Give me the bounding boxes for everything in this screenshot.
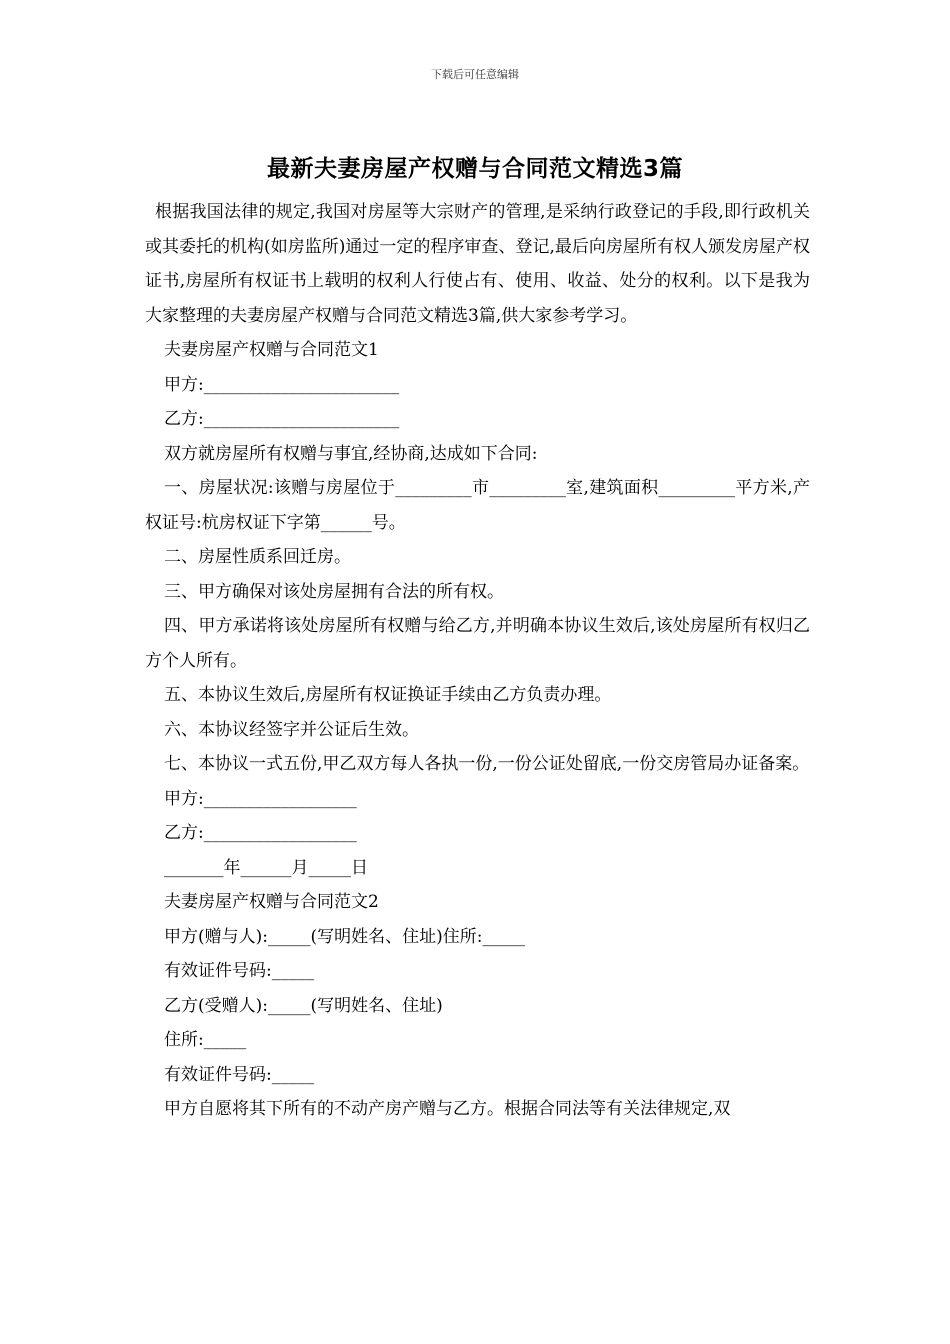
donor-line: 甲方(赠与人):_____(写明姓名、住址)住所:_____ xyxy=(164,926,525,947)
gift-statement: 甲方自愿将其下所有的不动产房产赠与乙方。根据合同法等有关法律规定,双 xyxy=(164,1099,731,1119)
intro-paragraph: 根据我国法律的规定,我国对房屋等大宗财产的管理,是采纳行政登记的手段,即行政机关或其委托的机构(如房监所)通过一定的程序审查、登记,最后向房屋所有权人颁发房屋产权证书,房屋所有权证书上载明的权利人行使占有、使用、收益、处分的权利。以下是我为大家整理的夫妻房屋产权赠与合同范文精选3篇,供大家参考学习。 xyxy=(145,202,810,326)
clause-1: 一、房屋状况:该赠与房屋位于_________市_________室,建筑面积_________平方米,产权证号:杭房权证下字第______号。 xyxy=(145,478,810,533)
clause-6: 六、本协议经签字并公证后生效。 xyxy=(164,719,419,740)
document-body xyxy=(145,195,810,1127)
party-b-line: 乙方:_______________________ xyxy=(164,409,400,429)
document-title: 最新夫妻房屋产权赠与合同范文精选3篇 xyxy=(266,156,683,182)
party-a-line: 甲方:_______________________ xyxy=(164,374,400,395)
clause-4: 四、甲方承诺将该处房屋所有权赠与给乙方,并明确本协议生效后,该处房屋所有权归乙方个人所有。 xyxy=(145,616,810,671)
donor-id-line: 有效证件号码:_____ xyxy=(164,961,315,981)
donee-id-line: 有效证件号码:_____ xyxy=(164,1064,315,1085)
clause-2: 二、房屋性质系回迁房。 xyxy=(164,547,351,567)
donee-line: 乙方(受赠人):_____(写明姓名、住址) xyxy=(164,995,443,1016)
signature-party-a: 甲方:__________________ xyxy=(164,788,357,809)
clause-5: 五、本协议生效后,房屋所有权证换证手续由乙方负责办理。 xyxy=(164,685,612,705)
signature-date: _______年______月_____日 xyxy=(164,857,368,878)
clause-7: 七、本协议一式五份,甲乙双方每人各执一份,一份公证处留底,一份交房管局办证备案。 xyxy=(164,754,810,774)
header-note: 下载后可任意编辑 xyxy=(431,68,519,81)
donee-address-line: 住所:_____ xyxy=(164,1030,247,1050)
signature-party-b: 乙方:__________________ xyxy=(164,823,357,843)
agreement-preamble: 双方就房屋所有权赠与事宜,经协商,达成如下合同: xyxy=(164,443,538,464)
section-heading-2: 夫妻房屋产权赠与合同范文2 xyxy=(164,892,379,912)
section-heading-1: 夫妻房屋产权赠与合同范文1 xyxy=(164,340,379,360)
clause-3: 三、甲方确保对该处房屋拥有合法的所有权。 xyxy=(164,581,504,602)
